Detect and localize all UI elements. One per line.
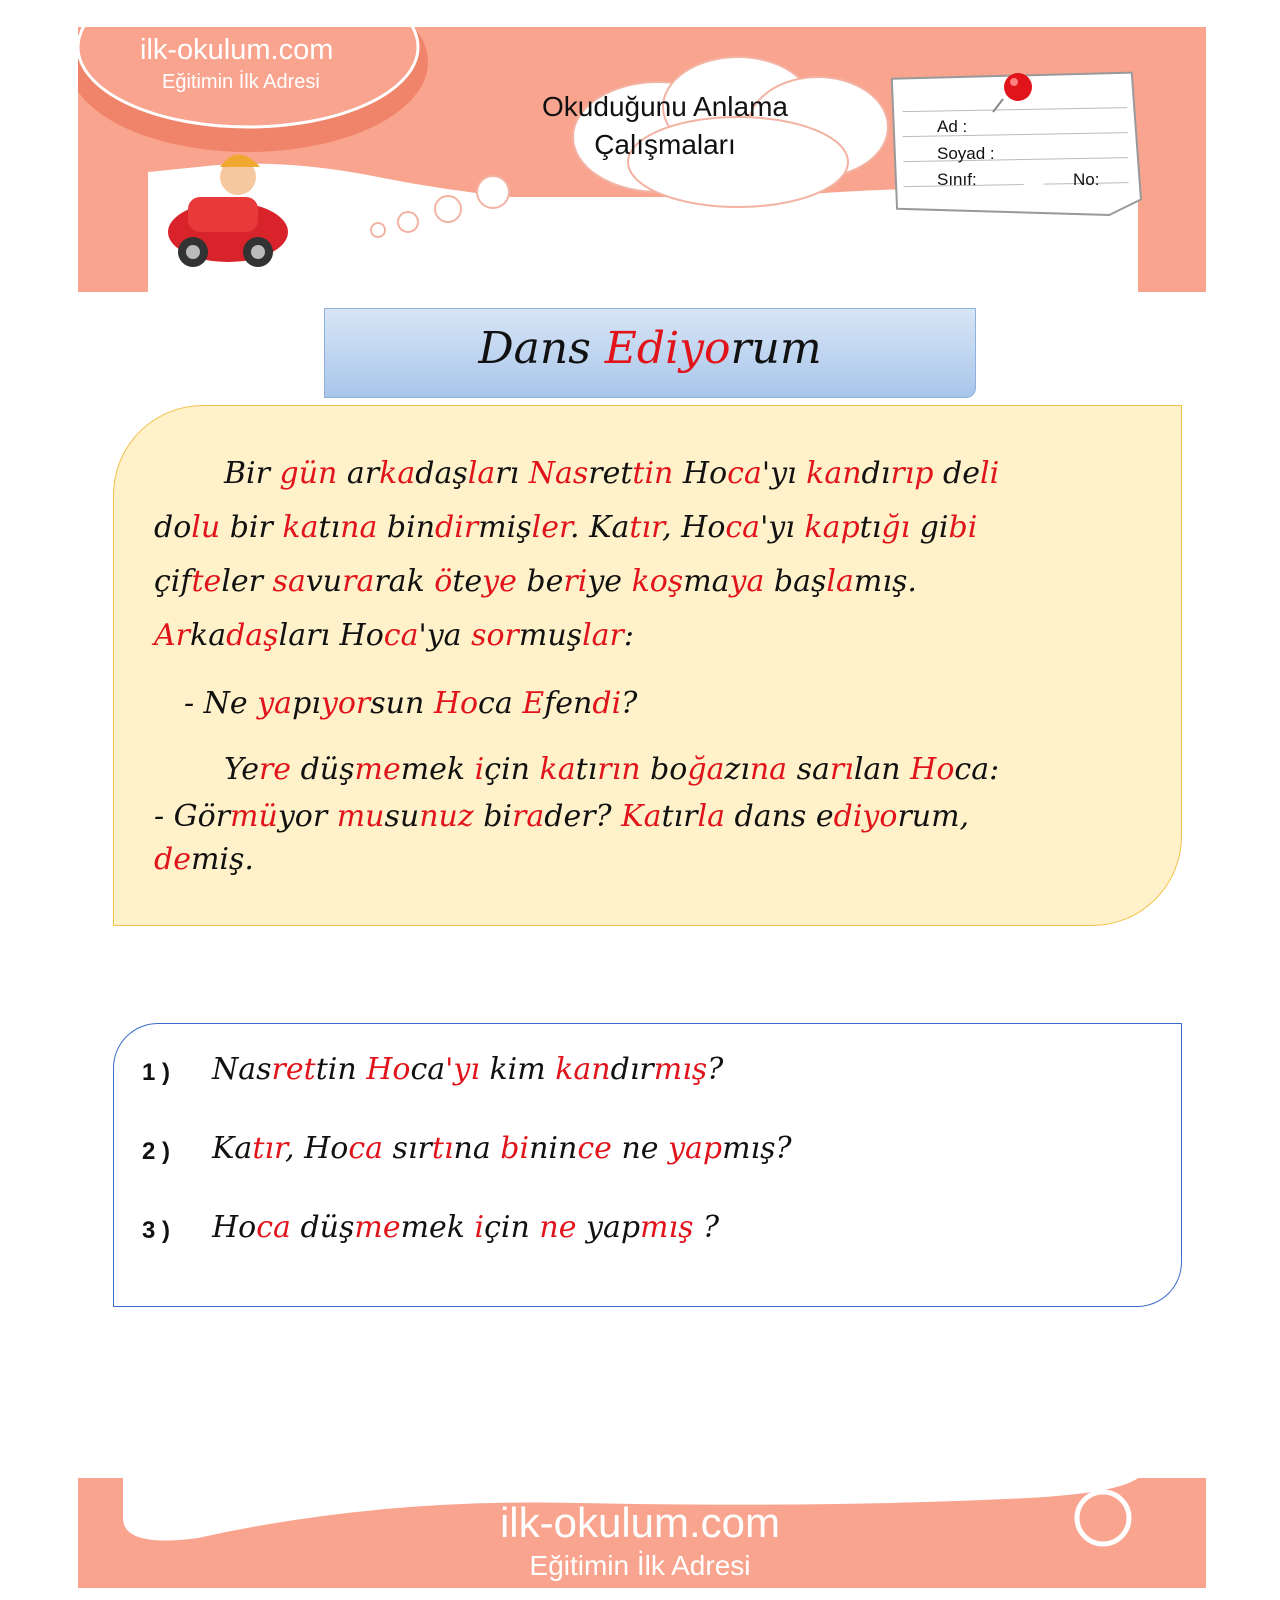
syllable: . Ka [570, 510, 630, 545]
syllable: kim [479, 1052, 556, 1087]
syllable-red: di [833, 799, 863, 834]
logo-title: ilk-okulum.com [140, 34, 334, 66]
syllable-red: la [467, 456, 496, 491]
syllable-red: gün [279, 456, 338, 491]
syllable-red: tır [252, 1131, 286, 1166]
syllable-red: ğa [687, 752, 725, 787]
syllable: yor [277, 799, 337, 834]
syllable-red: kan [555, 1052, 611, 1087]
syllable: ca [410, 1052, 446, 1087]
syllable-red: tı [431, 1131, 454, 1166]
heading-line-2: Çalışmaları [594, 129, 736, 160]
syllable: tin [315, 1052, 367, 1087]
syllable-red: kap [804, 510, 860, 545]
syllable-red: ne [539, 1210, 577, 1245]
question-number: 2 ) [142, 1138, 171, 1165]
syllable: ar [337, 456, 380, 491]
syllable: zı [724, 752, 750, 787]
syllable: düş [290, 1210, 355, 1245]
syllable-red: E [522, 686, 545, 721]
syllable: 'yı [761, 456, 807, 491]
footer-tagline: Eğitimin İlk Adresi [529, 1550, 751, 1581]
syllable: bir [220, 510, 283, 545]
syllable-red: mış [653, 1052, 708, 1087]
syllable: çin [484, 752, 540, 787]
syllable-red: rıp [890, 456, 934, 491]
syllable-red: ya [729, 564, 765, 599]
syllable-red: 'yı [445, 1052, 480, 1087]
story-line [224, 752, 999, 787]
syllable: çif [154, 564, 192, 599]
syllable: tır [661, 799, 698, 834]
syllable: Bir [224, 456, 280, 491]
ad-label: Ad : [937, 117, 968, 136]
syllable: tı [318, 510, 341, 545]
syllable: te [452, 564, 483, 599]
syllable-red: Ar [154, 618, 191, 653]
story-line [154, 842, 254, 877]
syllable-red: ra [512, 799, 545, 834]
question-text [212, 1052, 723, 1087]
syllable: Ho [673, 456, 728, 491]
worksheet-heading [500, 88, 830, 164]
question-text [212, 1131, 792, 1166]
syllable: muş [518, 618, 583, 653]
syllable-red: rın [597, 752, 641, 787]
syllable-red: yo [679, 323, 731, 374]
syllable-red: Edi [604, 323, 680, 374]
syllable-red: ca [727, 456, 762, 491]
syllable: miş. [190, 842, 254, 877]
syllable: mek [400, 1210, 475, 1245]
syllable-red: ka [282, 510, 319, 545]
syllable-red: la [826, 564, 854, 599]
syllable-red: sa [272, 564, 306, 599]
syllable: daş [415, 456, 468, 491]
syllable-red: bi [948, 510, 978, 545]
syllable: sır [383, 1131, 432, 1166]
syllable-red: ğı [881, 510, 911, 545]
syllable-red: lar [582, 618, 624, 653]
syllable-red: lu [191, 510, 221, 545]
syllable-red: i [474, 752, 485, 787]
syllable-red: ca [383, 618, 419, 653]
syllable-red: te [191, 564, 222, 599]
syllable: do [154, 510, 192, 545]
syllable-red: ka [379, 456, 416, 491]
syllable-red: dir [435, 510, 479, 545]
syllable: lan [853, 752, 911, 787]
question-number: 3 ) [142, 1217, 171, 1244]
syllable: ler [221, 564, 273, 599]
syllable: 'yı [760, 510, 805, 545]
story-box [113, 405, 1182, 926]
syllable: mış. [853, 564, 917, 599]
syllable: su [384, 799, 420, 834]
syllable-red: sor [471, 618, 519, 653]
syllable-red: Ho [433, 686, 479, 721]
syllable-red: daş [226, 618, 279, 653]
syllable: Dans [478, 323, 605, 374]
syllable-red: mü [230, 799, 278, 834]
syllable: pı [292, 686, 321, 721]
syllable: ? [707, 1052, 724, 1087]
syllable: rı [495, 456, 529, 491]
syllable-red: bi [500, 1131, 530, 1166]
syllable-red: re [258, 752, 292, 787]
syllable: Nas [212, 1052, 272, 1087]
heading-line-1: Okuduğunu Anlama [542, 91, 788, 122]
syllable: ka [190, 618, 227, 653]
syllable-red: tır [629, 510, 663, 545]
syllable: de [933, 456, 980, 491]
syllable: mek [400, 752, 475, 787]
syllable-red: yap [668, 1131, 723, 1166]
syllable: çin [484, 1210, 540, 1245]
syllable: yap [576, 1210, 641, 1245]
syllable-red: tin [632, 456, 674, 491]
syllable-red: me [354, 1210, 401, 1245]
syllable: 'ya [418, 618, 472, 653]
syllable-red: koş [631, 564, 684, 599]
story-line [154, 799, 969, 834]
syllable-red: ra [342, 564, 375, 599]
syllable-red: li [980, 456, 1000, 491]
syllable-red: na [340, 510, 378, 545]
syllable: dı [861, 456, 891, 491]
syllable: düş [291, 752, 355, 787]
syllable: rum [730, 323, 822, 374]
syllable: rum, [897, 799, 970, 834]
syllable: rak [374, 564, 435, 599]
story-line [154, 564, 917, 599]
no-label: No: [1073, 170, 1100, 189]
soyad-label: Soyad : [937, 144, 995, 163]
syllable: ? [621, 686, 638, 721]
syllable-red: yo [862, 799, 898, 834]
syllable: sa [787, 752, 830, 787]
questions-box [113, 1023, 1182, 1307]
story-line [154, 510, 977, 545]
syllable-red: de [154, 842, 191, 877]
syllable-red: Ka [621, 799, 662, 834]
syllable-red: na [749, 752, 788, 787]
syllable: gi [910, 510, 949, 545]
syllable-red: ya [257, 686, 293, 721]
syllable: ret [588, 456, 633, 491]
syllable-red: Ho [910, 752, 955, 787]
syllable-red: yor [320, 686, 371, 721]
syllable: bi [473, 799, 513, 834]
syllable: - Ne [184, 686, 258, 721]
question-number: 1 ) [142, 1059, 171, 1086]
syllable-red: mış [640, 1210, 694, 1245]
syllable-red: rı [829, 752, 854, 787]
syllable-red: ler [531, 510, 570, 545]
syllable: na [453, 1131, 501, 1166]
syllable: ları [278, 618, 340, 653]
syllable: fen [544, 686, 593, 721]
syllable-red: ca [256, 1210, 291, 1245]
syllable: vu [305, 564, 343, 599]
syllable-red: di [592, 686, 622, 721]
syllable-red: ca [348, 1131, 383, 1166]
syllable: Ho [339, 618, 384, 653]
syllable: mış? [722, 1131, 792, 1166]
syllable-red: kan [806, 456, 862, 491]
syllable: ? [693, 1210, 720, 1245]
logo-tagline: Eğitimin İlk Adresi [162, 71, 320, 93]
syllable-red: Nas [528, 456, 589, 491]
syllable: bin [377, 510, 436, 545]
syllable-red: Ho [366, 1052, 411, 1087]
syllable: sun [370, 686, 434, 721]
syllable: baş [764, 564, 827, 599]
syllable: Ye [224, 752, 259, 787]
syllable-red: ret [271, 1052, 316, 1087]
syllable: , Ho [285, 1131, 349, 1166]
syllable: ca [478, 686, 523, 721]
syllable: be [516, 564, 564, 599]
story-line [224, 456, 999, 491]
syllable: nin [529, 1131, 578, 1166]
story-title-box [324, 308, 976, 398]
syllable-red: i [474, 1210, 485, 1245]
footer-site: ilk-okulum.com [499, 1499, 781, 1546]
syllable: dans e [724, 799, 834, 834]
syllable-red: ri [563, 564, 588, 599]
syllable: miş [478, 510, 532, 545]
syllable-red: mu [336, 799, 385, 834]
syllable-red: ca [725, 510, 761, 545]
syllable-red: ö [434, 564, 453, 599]
syllable: tı [575, 752, 598, 787]
syllable: Ho [212, 1210, 257, 1245]
syllable: dır [610, 1052, 654, 1087]
syllable: - Gör [154, 799, 231, 834]
syllable: Ka [212, 1131, 253, 1166]
story-line [154, 618, 634, 653]
syllable-red: me [354, 752, 401, 787]
story-line [184, 686, 637, 721]
syllable: : [623, 618, 635, 653]
sinif-label: Sınıf: [937, 170, 977, 189]
syllable-red: ka [539, 752, 576, 787]
story-title [325, 323, 975, 374]
syllable: ca: [954, 752, 1000, 787]
syllable: bo [640, 752, 688, 787]
syllable: ma [683, 564, 730, 599]
syllable: ne [611, 1131, 669, 1166]
syllable: tı [859, 510, 882, 545]
syllable-red: nuz [419, 799, 474, 834]
syllable: der? [544, 799, 622, 834]
syllable-red: la [697, 799, 725, 834]
syllable-red: ye [482, 564, 517, 599]
syllable-red: ce [577, 1131, 612, 1166]
syllable: , Ho [662, 510, 726, 545]
syllable: ye [587, 564, 632, 599]
question-text [212, 1210, 719, 1245]
